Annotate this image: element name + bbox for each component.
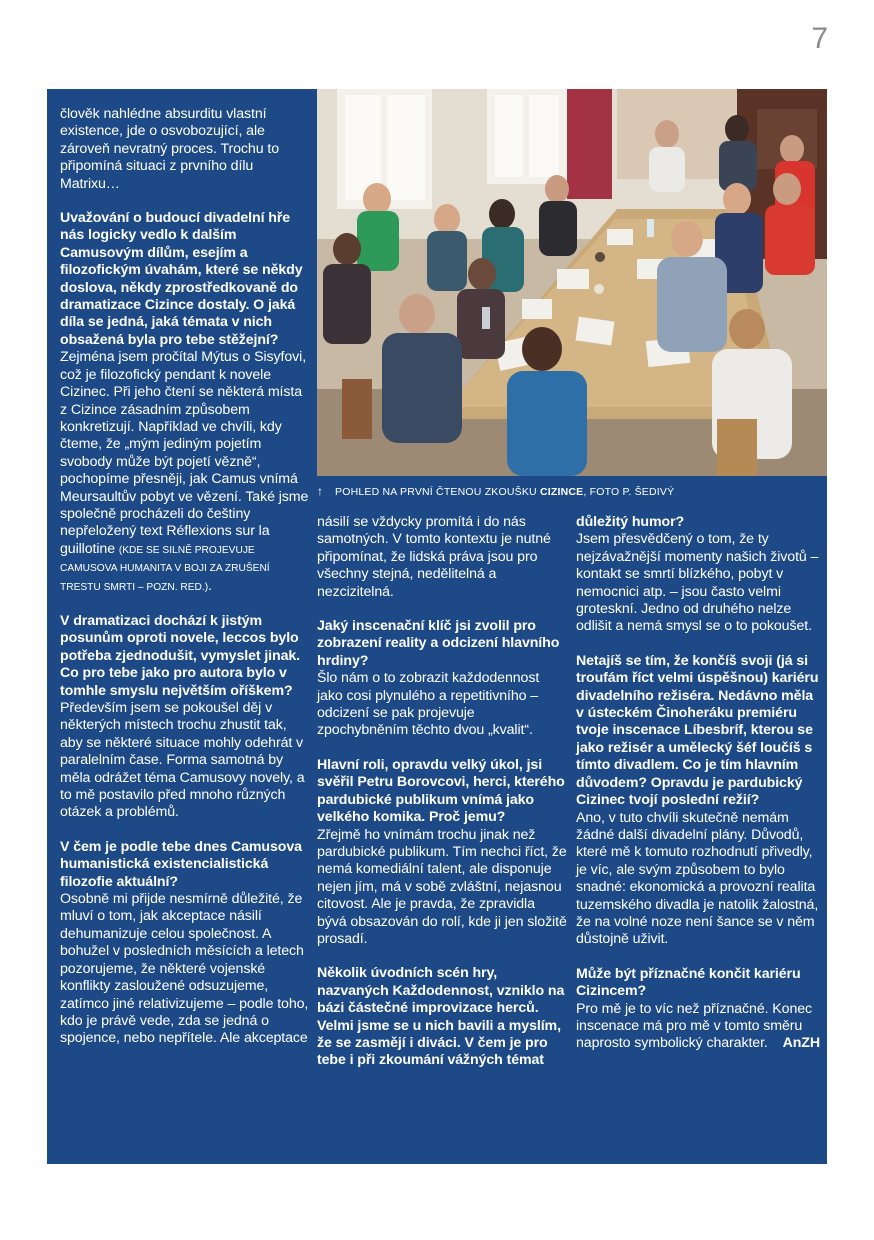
question: Několik úvodních scén hry, nazvaných Každodennost, vzniklo na bázi částečné improvizace herců. Velmi jsme se u nich bavili a myslím, že se zasmějí i diváci. V čem je pro tebe i při zkoumání vážných témat [317, 965, 565, 1069]
answer: Šlo nám o to zobrazit každodennost jako cosi plynulého a repetitivního – odcizení se pak projevuje zpochybněním těchto dvou „kvalit“. [317, 670, 540, 739]
question: důležitý humor? [576, 514, 685, 530]
answer [576, 1001, 820, 1053]
photo-caption [317, 484, 822, 498]
question: Hlavní roli, opravdu velký úkol, jsi svěřil Petru Borovcovi, herci, kterého pardubické publikum vnímá jako velkého komika. Proč jemu? [317, 756, 565, 826]
question: V dramatizaci dochází k jistým posunům oproti novele, leccos bylo potřeba zjednodušit, vymyslet jinak. Co pro tebe jako pro autora bylo v tomhle smyslu největším oříškem? [60, 612, 301, 699]
column-3 [576, 514, 820, 1053]
answer-text: Pro mě je to víc než příznačné. Konec inscenace má pro mě v tomto směru naprosto symbolický charakter. [576, 1000, 813, 1052]
rehearsal-photo [317, 89, 827, 476]
page-number: 7 [811, 22, 828, 55]
answer: Především jsem se pokoušel děj v některých místech trochu zhustit tak, aby se některé situace mohly odehrát v paralelním čase. Forma samotná by měla odrážet téma Camusovy novely, a to mě postavilo před mnoho různých otázek a problémů. [60, 700, 305, 821]
answer-text: Zejména jsem pročítal Mýtus o Sisyfovi, což je filozofický pendant k novele Cizinec. Při jeho čtení se některá místa z Cizince zásadním způsobem konkretizují. Například ve chvíli, kdy čteme, že „mým jediným pojetím svobody může být pojetí vězně“, pochopíme přesněji, jak Camus vnímá Meursaultův pobyt ve vězení. Také jsme společně procházeli do češtiny nepřeložený text Réflexions sur la guillotine [60, 349, 309, 557]
question: Uvažování o budoucí divadelní hře nás logicky vedlo k dalším Camusovým dílům, esejím a filozofickým úvahám, které se někdy doslova, někdy zprostředkovaně do dramatizace Cizince dostaly. O jaká díla se jedná, jaká témata v nich obsažená byla pro tebe stěžejní? [60, 210, 303, 348]
answer: Ano, v tuto chvíli skutečně nemám žádné další divadelní plány. Důvodů, které mě k tomuto rozhodnutí přivedly, je víc, ale svým způsobem to bylo snadné: ekonomická a provozní realita tuzemského divadla je natolik žalostná, že na volné noze není šance se v něm důstojně uživit. [576, 809, 819, 948]
answer-end: . [208, 577, 212, 594]
column-1 [60, 106, 312, 1048]
answer: Osobně mi přijde nesmírně důležité, že mluví o tom, jak akceptace násilí dehumanizuje celou společnost. A bohužel v posledních měsících a letech pozorujeme, že některé vojenské konflikty zasloužené odsuzujeme, zatímco jiné relativizujeme – podle toho, kdo je právě vede, zda se jedná o spojence, nebo nepřítele. Ale akceptace [60, 891, 309, 1047]
question: Jaký inscenační klíč jsi zvolil pro zobrazení reality a odcizení hlavního hrdiny? [317, 618, 560, 669]
caption-text: POHLED NA PRVNÍ ČTENOU ZKOUŠKU [335, 486, 540, 498]
caption-credit: , FOTO P. ŠEDIVÝ [583, 486, 675, 498]
author-signature: AnZH [782, 1035, 820, 1052]
up-arrow-icon: ↑ [317, 484, 324, 498]
answer [60, 349, 312, 596]
article-panel [47, 89, 827, 1164]
question: Netajíš se tím, že končíš svoji (já si troufám říct velmi úspěšnou) kariéru divadelního režiséra. Nedávno měla v ústeckém Činoheráku premiéru tvoje inscenace Líbesbríf, kterou se jako režisér a umělecký šéf loučíš s tímto divadlem. Co je tím hlavním důvodem? Opravdu je pardubický Cizinec tvojí poslední režií? [576, 652, 819, 809]
paragraph: člověk nahlédne absurditu vlastní existence, jde o osvobozující, ale zároveň nevratný proces. Trochu to připomíná situaci z prvního dílu Matrixu… [60, 106, 279, 192]
paragraph: násilí se vždycky promítá i do nás samotných. V tomto kontextu je nutné připomínat, že lidská práva jsou pro všechny stejná, nedělitelná a nezcizitelná. [317, 514, 551, 600]
question: Může být příznačné končit kariéru Cizincem? [576, 965, 801, 1000]
question: V čem je podle tebe dnes Camusova humanistická existencialistická filozofie aktuální? [60, 838, 302, 890]
answer: Jsem přesvědčený o tom, že ty nejzávažnější momenty našich životů – kontakt se smrtí blízkého, pobyt v nemocnici atp. – jsou často velmi groteskní. Jedno od druhého nelze odlišit a nemá smysl se o to pokoušet. [576, 531, 819, 635]
editor-note: (KDE SE SILNĚ PROJEVUJE CAMUSOVA HUMANITA V BOJI ZA ZRUŠENÍ TRESTU SMRTI – POZN. RED.) [60, 544, 270, 593]
caption-title: CIZINCE [539, 486, 584, 498]
answer: Zřejmě ho vnímám trochu jinak než pardubické publikum. Tím nechci říct, že nemá komediální talent, ale disponuje nejen jím, má v sobě zvláštní, nejasnou citovost. Ale je pravda, že zpravidla bývá obsazován do rolí, kde ji jen složitě prosadí. [317, 826, 567, 947]
column-2 [317, 514, 567, 1070]
